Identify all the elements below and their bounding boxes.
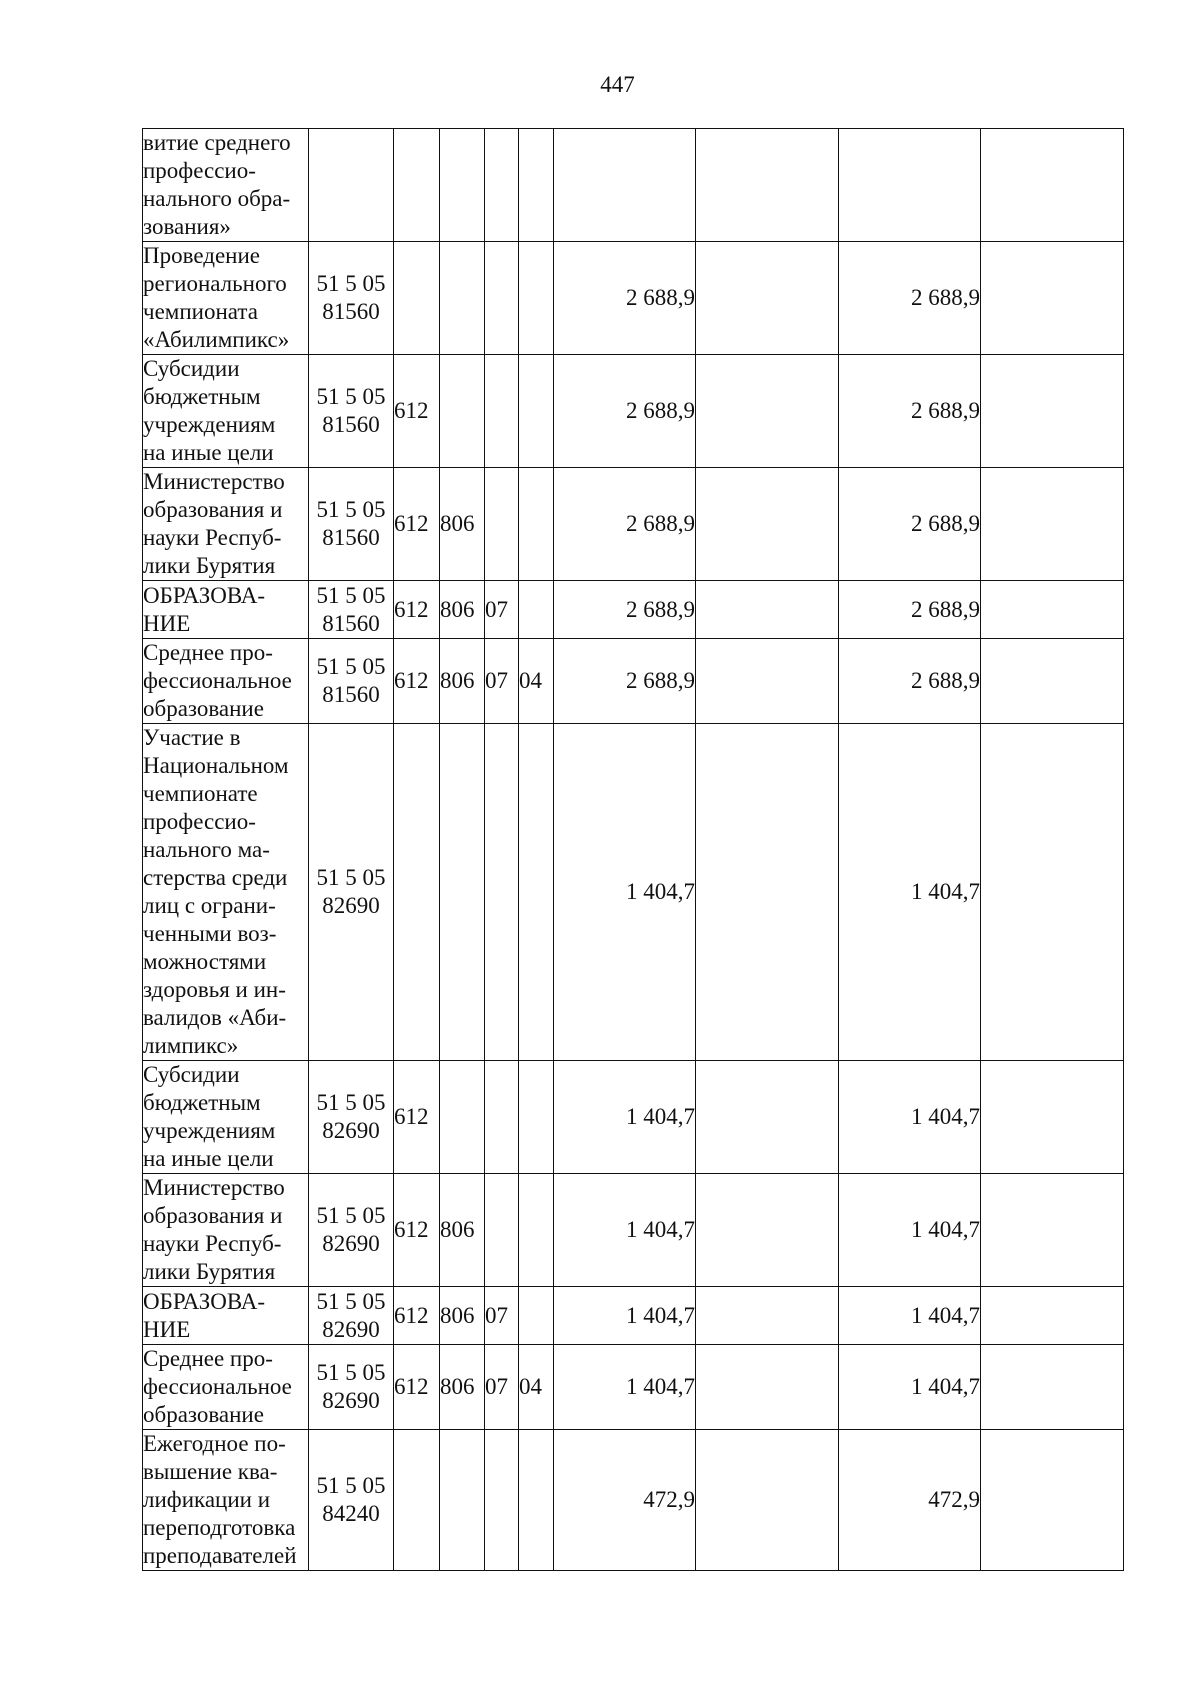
ministry-code-cell: 806 [440, 1345, 485, 1430]
amount-total-cell [554, 129, 696, 242]
amount-total-cell: 2 688,9 [554, 242, 696, 355]
expense-type-code-cell: 612 [394, 639, 440, 724]
table-row [143, 1061, 1124, 1174]
section-code-cell [485, 129, 519, 242]
amount-republic-cell: 1 404,7 [839, 1345, 981, 1430]
target-article-code-cell: 51 5 05 82690 [309, 724, 394, 1061]
target-article-code-cell: 51 5 05 82690 [309, 1287, 394, 1345]
ministry-code-cell [440, 355, 485, 468]
amount-federal-cell [696, 468, 839, 581]
amount-republic-cell: 2 688,9 [839, 355, 981, 468]
amount-total-cell: 2 688,9 [554, 639, 696, 724]
budget-table-body [143, 129, 1124, 1571]
row-name-cell: ОБРАЗОВА- НИЕ [143, 1287, 309, 1345]
ministry-code-cell [440, 129, 485, 242]
amount-other-cell [981, 581, 1124, 639]
target-article-code-cell: 51 5 05 82690 [309, 1061, 394, 1174]
expense-type-code-cell: 612 [394, 468, 440, 581]
page-number: 447 [600, 72, 635, 97]
amount-total-cell: 2 688,9 [554, 581, 696, 639]
subsection-code-cell [519, 581, 554, 639]
subsection-code-cell [519, 724, 554, 1061]
row-name-cell: Субсидии бюджетным учреждениям на иные цели [143, 355, 309, 468]
expense-type-code-cell [394, 724, 440, 1061]
section-code-cell [485, 242, 519, 355]
amount-other-cell [981, 355, 1124, 468]
section-code-cell [485, 724, 519, 1061]
amount-total-cell: 1 404,7 [554, 724, 696, 1061]
subsection-code-cell [519, 1287, 554, 1345]
amount-republic-cell: 1 404,7 [839, 1061, 981, 1174]
ministry-code-cell [440, 1061, 485, 1174]
amount-other-cell [981, 468, 1124, 581]
expense-type-code-cell: 612 [394, 581, 440, 639]
expense-type-code-cell: 612 [394, 1174, 440, 1287]
table-row [143, 355, 1124, 468]
expense-type-code-cell [394, 1430, 440, 1571]
amount-republic-cell: 2 688,9 [839, 581, 981, 639]
ministry-code-cell [440, 242, 485, 355]
amount-federal-cell [696, 1061, 839, 1174]
row-name-cell: ОБРАЗОВА- НИЕ [143, 581, 309, 639]
amount-republic-cell: 2 688,9 [839, 468, 981, 581]
target-article-code-cell: 51 5 05 82690 [309, 1174, 394, 1287]
target-article-code-cell [309, 129, 394, 242]
ministry-code-cell [440, 724, 485, 1061]
expense-type-code-cell [394, 129, 440, 242]
amount-federal-cell [696, 1287, 839, 1345]
section-code-cell: 07 [485, 639, 519, 724]
amount-republic-cell: 2 688,9 [839, 242, 981, 355]
amount-other-cell [981, 1430, 1124, 1571]
subsection-code-cell: 04 [519, 639, 554, 724]
target-article-code-cell: 51 5 05 81560 [309, 355, 394, 468]
row-name-cell: Ежегодное по- вышение ква- лификации и переподготовка преподавателей [143, 1430, 309, 1571]
amount-other-cell [981, 242, 1124, 355]
ministry-code-cell: 806 [440, 581, 485, 639]
ministry-code-cell [440, 1430, 485, 1571]
section-code-cell [485, 1430, 519, 1571]
row-name-cell: Субсидии бюджетным учреждениям на иные цели [143, 1061, 309, 1174]
table-row [143, 1345, 1124, 1430]
table-row [143, 1174, 1124, 1287]
expense-type-code-cell: 612 [394, 355, 440, 468]
amount-federal-cell [696, 242, 839, 355]
expense-type-code-cell: 612 [394, 1287, 440, 1345]
subsection-code-cell [519, 1061, 554, 1174]
amount-total-cell: 1 404,7 [554, 1345, 696, 1430]
section-code-cell: 07 [485, 1287, 519, 1345]
table-row [143, 242, 1124, 355]
row-name-cell: Министерство образования и науки Респуб- лики Бурятия [143, 1174, 309, 1287]
subsection-code-cell [519, 1174, 554, 1287]
target-article-code-cell: 51 5 05 81560 [309, 468, 394, 581]
amount-other-cell [981, 639, 1124, 724]
row-name-cell: Участие в Национальном чемпионате профессио- нального ма- стерства среди лиц с ограни- ченными воз- можностями здоровья и ин- валидов «Аби- лимпикс» [143, 724, 309, 1061]
amount-federal-cell [696, 639, 839, 724]
section-code-cell: 07 [485, 581, 519, 639]
target-article-code-cell: 51 5 05 82690 [309, 1345, 394, 1430]
amount-republic-cell [839, 129, 981, 242]
section-code-cell [485, 355, 519, 468]
section-code-cell [485, 468, 519, 581]
amount-total-cell: 2 688,9 [554, 468, 696, 581]
table-row [143, 468, 1124, 581]
amount-federal-cell [696, 355, 839, 468]
amount-republic-cell: 1 404,7 [839, 724, 981, 1061]
target-article-code-cell: 51 5 05 81560 [309, 639, 394, 724]
amount-other-cell [981, 129, 1124, 242]
expense-type-code-cell: 612 [394, 1061, 440, 1174]
table-row [143, 1287, 1124, 1345]
amount-other-cell [981, 724, 1124, 1061]
amount-republic-cell: 472,9 [839, 1430, 981, 1571]
row-name-cell: витие среднего профессио- нального обра- зования» [143, 129, 309, 242]
table-row [143, 581, 1124, 639]
expense-type-code-cell: 612 [394, 1345, 440, 1430]
row-name-cell: Среднее про- фессиональное образование [143, 639, 309, 724]
amount-federal-cell [696, 129, 839, 242]
ministry-code-cell: 806 [440, 1174, 485, 1287]
row-name-cell: Министерство образования и науки Респуб- лики Бурятия [143, 468, 309, 581]
amount-other-cell [981, 1345, 1124, 1430]
subsection-code-cell [519, 242, 554, 355]
target-article-code-cell: 51 5 05 84240 [309, 1430, 394, 1571]
table-row [143, 129, 1124, 242]
table-row [143, 724, 1124, 1061]
subsection-code-cell: 04 [519, 1345, 554, 1430]
ministry-code-cell: 806 [440, 1287, 485, 1345]
amount-other-cell [981, 1287, 1124, 1345]
table-row [143, 1430, 1124, 1571]
amount-total-cell: 1 404,7 [554, 1287, 696, 1345]
subsection-code-cell [519, 129, 554, 242]
subsection-code-cell [519, 468, 554, 581]
subsection-code-cell [519, 355, 554, 468]
amount-federal-cell [696, 1345, 839, 1430]
amount-republic-cell: 1 404,7 [839, 1287, 981, 1345]
subsection-code-cell [519, 1430, 554, 1571]
amount-federal-cell [696, 581, 839, 639]
amount-other-cell [981, 1061, 1124, 1174]
target-article-code-cell: 51 5 05 81560 [309, 242, 394, 355]
amount-total-cell: 1 404,7 [554, 1174, 696, 1287]
budget-table [142, 128, 1124, 1571]
amount-republic-cell: 2 688,9 [839, 639, 981, 724]
target-article-code-cell: 51 5 05 81560 [309, 581, 394, 639]
amount-republic-cell: 1 404,7 [839, 1174, 981, 1287]
row-name-cell: Среднее про- фессиональное образование [143, 1345, 309, 1430]
ministry-code-cell: 806 [440, 639, 485, 724]
amount-federal-cell [696, 724, 839, 1061]
section-code-cell [485, 1174, 519, 1287]
section-code-cell [485, 1061, 519, 1174]
amount-federal-cell [696, 1430, 839, 1571]
amount-other-cell [981, 1174, 1124, 1287]
amount-federal-cell [696, 1174, 839, 1287]
table-row [143, 639, 1124, 724]
amount-total-cell: 2 688,9 [554, 355, 696, 468]
row-name-cell: Проведение регионального чемпионата «Абилимпикс» [143, 242, 309, 355]
amount-total-cell: 1 404,7 [554, 1061, 696, 1174]
amount-total-cell: 472,9 [554, 1430, 696, 1571]
ministry-code-cell: 806 [440, 468, 485, 581]
section-code-cell: 07 [485, 1345, 519, 1430]
expense-type-code-cell [394, 242, 440, 355]
